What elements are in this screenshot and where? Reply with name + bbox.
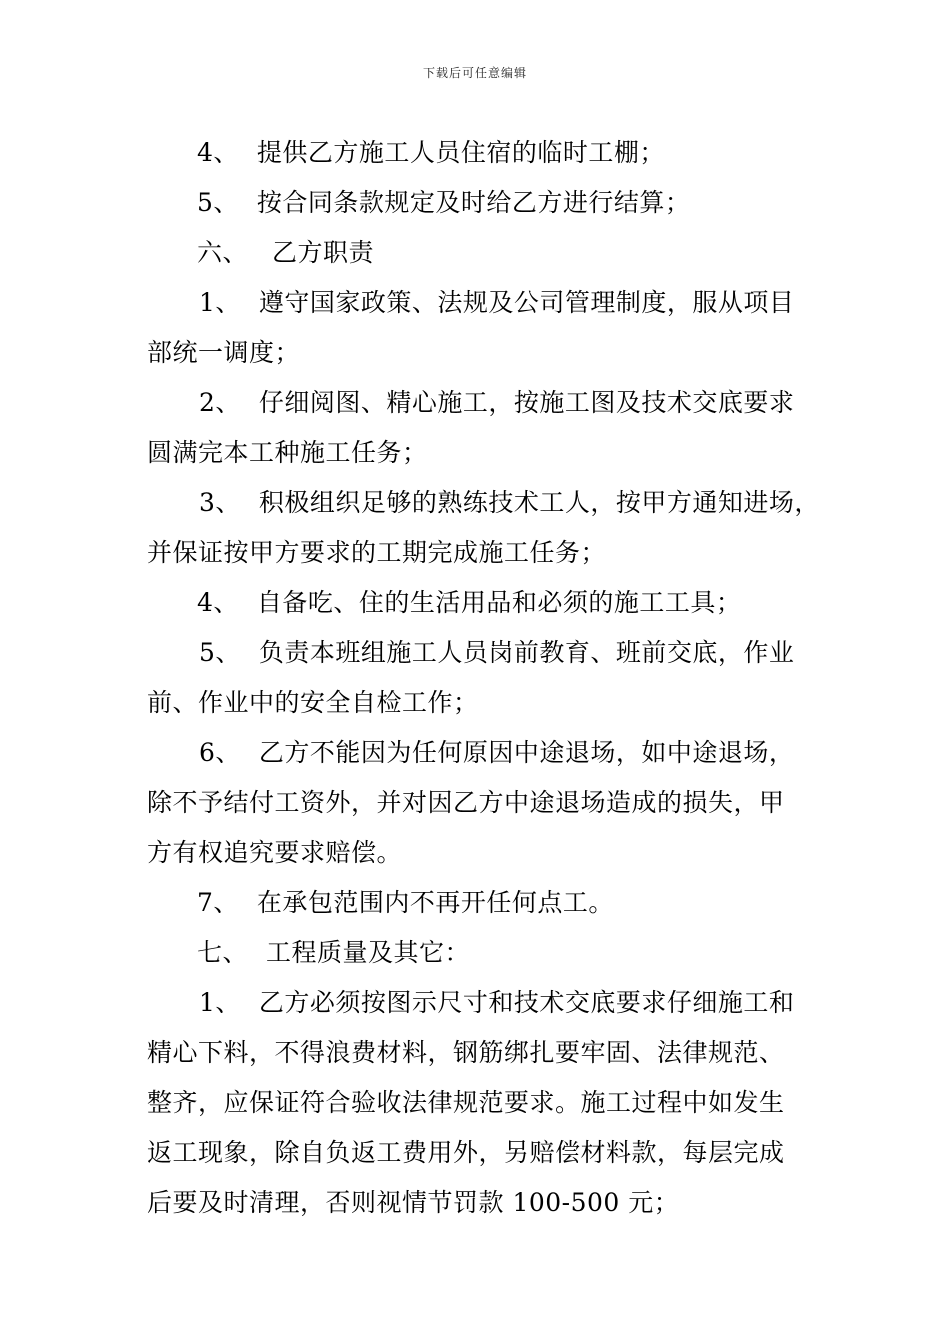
item-text: 负责本班组施工人员岗前教育、班前交底，作业 (258, 638, 795, 667)
section-number: 七、 (197, 938, 249, 967)
page-header: 下载后可任意编辑 (422, 66, 527, 80)
item-number: 3、 (199, 488, 241, 517)
item-text-continued: 返工现象，除自负返工费用外，另赔偿材料款，每层完成 (147, 1138, 785, 1167)
document-body (147, 128, 820, 1228)
item-text-continued: 整齐，应保证符合验收法律规范要求。施工过程中如发生 (147, 1088, 785, 1117)
paragraph-party-b-2 (147, 378, 812, 478)
item-text: 在承包范围内不再开任何点工。 (256, 888, 614, 917)
paragraph-party-b-7 (147, 878, 812, 928)
item-text: 提供乙方施工人员住宿的临时工棚； (256, 138, 665, 167)
section-heading-7 (147, 928, 812, 978)
section-title: 乙方职责 (272, 238, 375, 267)
item-text: 自备吃、住的生活用品和必须的施工工具； (256, 588, 742, 617)
paragraph-landlord-5 (147, 178, 812, 228)
item-number: 4、 (197, 138, 239, 167)
paragraph-quality-1 (147, 978, 812, 1228)
item-number: 5、 (197, 188, 239, 217)
item-number: 7、 (197, 888, 239, 917)
item-text-continued: 方有权追究要求赔偿。 (147, 838, 403, 867)
item-text: 仔细阅图、精心施工，按施工图及技术交底要求 (258, 388, 795, 417)
paragraph-party-b-3 (147, 478, 820, 578)
paragraph-party-b-6 (147, 728, 812, 878)
item-number: 2、 (199, 388, 241, 417)
item-text: 遵守国家政策、法规及公司管理制度，服从项目 (258, 288, 795, 317)
section-heading-6 (147, 228, 812, 278)
item-text: 乙方不能因为任何原因中途退场，如中途退场， (258, 738, 795, 767)
item-number: 5、 (199, 638, 241, 667)
item-text-continued: 并保证按甲方要求的工期完成施工任务； (147, 538, 607, 567)
paragraph-landlord-4 (147, 128, 812, 178)
item-number: 4、 (197, 588, 239, 617)
paragraph-party-b-1 (147, 278, 812, 378)
item-text: 积极组织足够的熟练技术工人，按甲方通知进场， (258, 488, 820, 517)
paragraph-party-b-4 (147, 578, 812, 628)
item-text-continued: 前、作业中的安全自检工作； (147, 688, 479, 717)
item-number: 6、 (199, 738, 241, 767)
item-text: 按合同条款规定及时给乙方进行结算； (256, 188, 691, 217)
item-number: 1、 (199, 288, 241, 317)
section-title: 工程质量及其它： (266, 938, 471, 967)
item-text-continued: 后要及时清理，否则视情节罚款 100-500 元； (147, 1188, 680, 1217)
section-number: 六、 (197, 238, 249, 267)
item-text-continued: 部统一调度； (147, 338, 301, 367)
item-text: 乙方必须按图示尺寸和技术交底要求仔细施工和 (258, 988, 795, 1017)
item-text-continued: 除不予结付工资外，并对因乙方中途退场造成的损失，甲 (147, 788, 785, 817)
item-number: 1、 (199, 988, 241, 1017)
item-text-continued: 精心下料，不得浪费材料，钢筋绑扎要牢固、法律规范、 (147, 1038, 785, 1067)
paragraph-party-b-5 (147, 628, 812, 728)
item-text-continued: 圆满完本工种施工任务； (147, 438, 428, 467)
